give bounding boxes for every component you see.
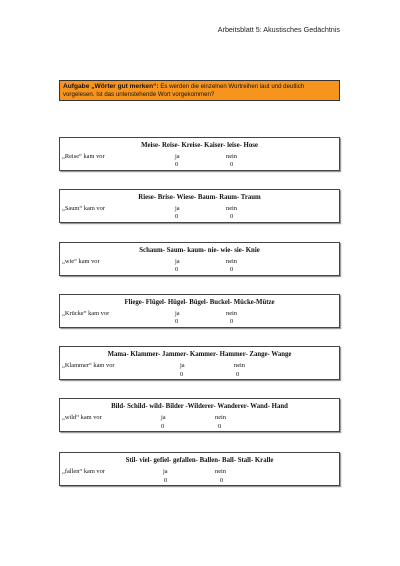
answer-yes-label: ja xyxy=(175,205,180,212)
question-box-2 xyxy=(59,189,340,223)
question-prompt: „fallen“ kam vor xyxy=(62,468,105,475)
answer-yes-option[interactable]: 0 xyxy=(161,423,165,430)
question-prompt: „Reise“ kam vor xyxy=(62,153,105,160)
task-box xyxy=(59,80,340,101)
word-series: Bild- Schild- wild- Bilder -Wilderer- Wanderer- Wand- Hand xyxy=(111,403,288,410)
word-series: Meise- Reise- Kreise- Kaiser- leise- Hose xyxy=(141,142,258,149)
answer-no-option[interactable]: 0 xyxy=(236,371,240,378)
task-text: Es werden die einzelnen Wortreihen laut und deutlich vorgelesen. Ist das untenstehende Wort vorgekommen? xyxy=(63,83,305,98)
question-box-3 xyxy=(59,242,340,276)
answer-yes-label: ja xyxy=(161,414,166,421)
answer-yes-label: ja xyxy=(163,468,168,475)
task-label: Aufgabe „Wörter gut merken“: xyxy=(63,83,159,90)
question-prompt: „wie“ kam vor xyxy=(62,258,100,265)
answer-yes-option[interactable]: 0 xyxy=(175,318,179,325)
answer-no-option[interactable]: 0 xyxy=(230,266,234,273)
question-box-4 xyxy=(59,294,340,328)
answer-no-label: nein xyxy=(226,258,238,265)
answer-yes-label: ja xyxy=(175,153,180,160)
answer-no-label: nein xyxy=(215,414,227,421)
answer-no-option[interactable]: 0 xyxy=(218,423,222,430)
word-series: Riese- Brise- Wiese- Baum- Raum- Traum xyxy=(138,194,261,201)
word-series: Stil- viel- gefiel- gefallen- Ballen- Ball- Stall- Kralle xyxy=(125,457,274,464)
question-prompt: „wild“ kam vor xyxy=(62,414,102,421)
answer-no-label: nein xyxy=(215,468,227,475)
answer-yes-label: ja xyxy=(175,310,180,317)
word-series: Mama- Klammer- Jammer- Kammer- Hammer- Zange- Wange xyxy=(107,351,292,358)
question-prompt: „Klammer“ kam vor xyxy=(62,362,115,369)
worksheet-header: Arbeitsblatt 5: Akustisches Gedächtnis xyxy=(217,25,340,34)
answer-yes-option[interactable]: 0 xyxy=(175,266,179,273)
answer-yes-label: ja xyxy=(175,258,180,265)
word-series: Fliege- Flügel- Hügel- Bügel- Buckel- Mücke-Mütze xyxy=(124,299,275,306)
answer-no-label: nein xyxy=(226,310,238,317)
question-box-5 xyxy=(59,346,340,380)
answer-no-option[interactable]: 0 xyxy=(230,213,234,220)
answer-no-label: nein xyxy=(226,205,238,212)
question-prompt: „Krücke“ kam vor xyxy=(62,310,110,317)
answer-no-option[interactable]: 0 xyxy=(230,318,234,325)
answer-yes-option[interactable]: 0 xyxy=(175,213,179,220)
answer-yes-option[interactable]: 0 xyxy=(175,161,179,168)
answer-yes-option[interactable]: 0 xyxy=(164,477,168,484)
answer-yes-label: ja xyxy=(180,362,185,369)
answer-no-label: nein xyxy=(226,153,238,160)
question-box-1 xyxy=(59,137,340,171)
answer-no-label: nein xyxy=(234,362,246,369)
word-series: Schaum- Saum- kaum- nie- wie- sie- Knie xyxy=(139,247,260,254)
answer-no-option[interactable]: 0 xyxy=(220,477,224,484)
question-box-7 xyxy=(59,452,340,486)
answer-yes-option[interactable]: 0 xyxy=(180,371,184,378)
question-box-6 xyxy=(59,398,340,432)
answer-no-option[interactable]: 0 xyxy=(230,161,234,168)
question-prompt: „Saum“ kam vor xyxy=(62,205,105,212)
